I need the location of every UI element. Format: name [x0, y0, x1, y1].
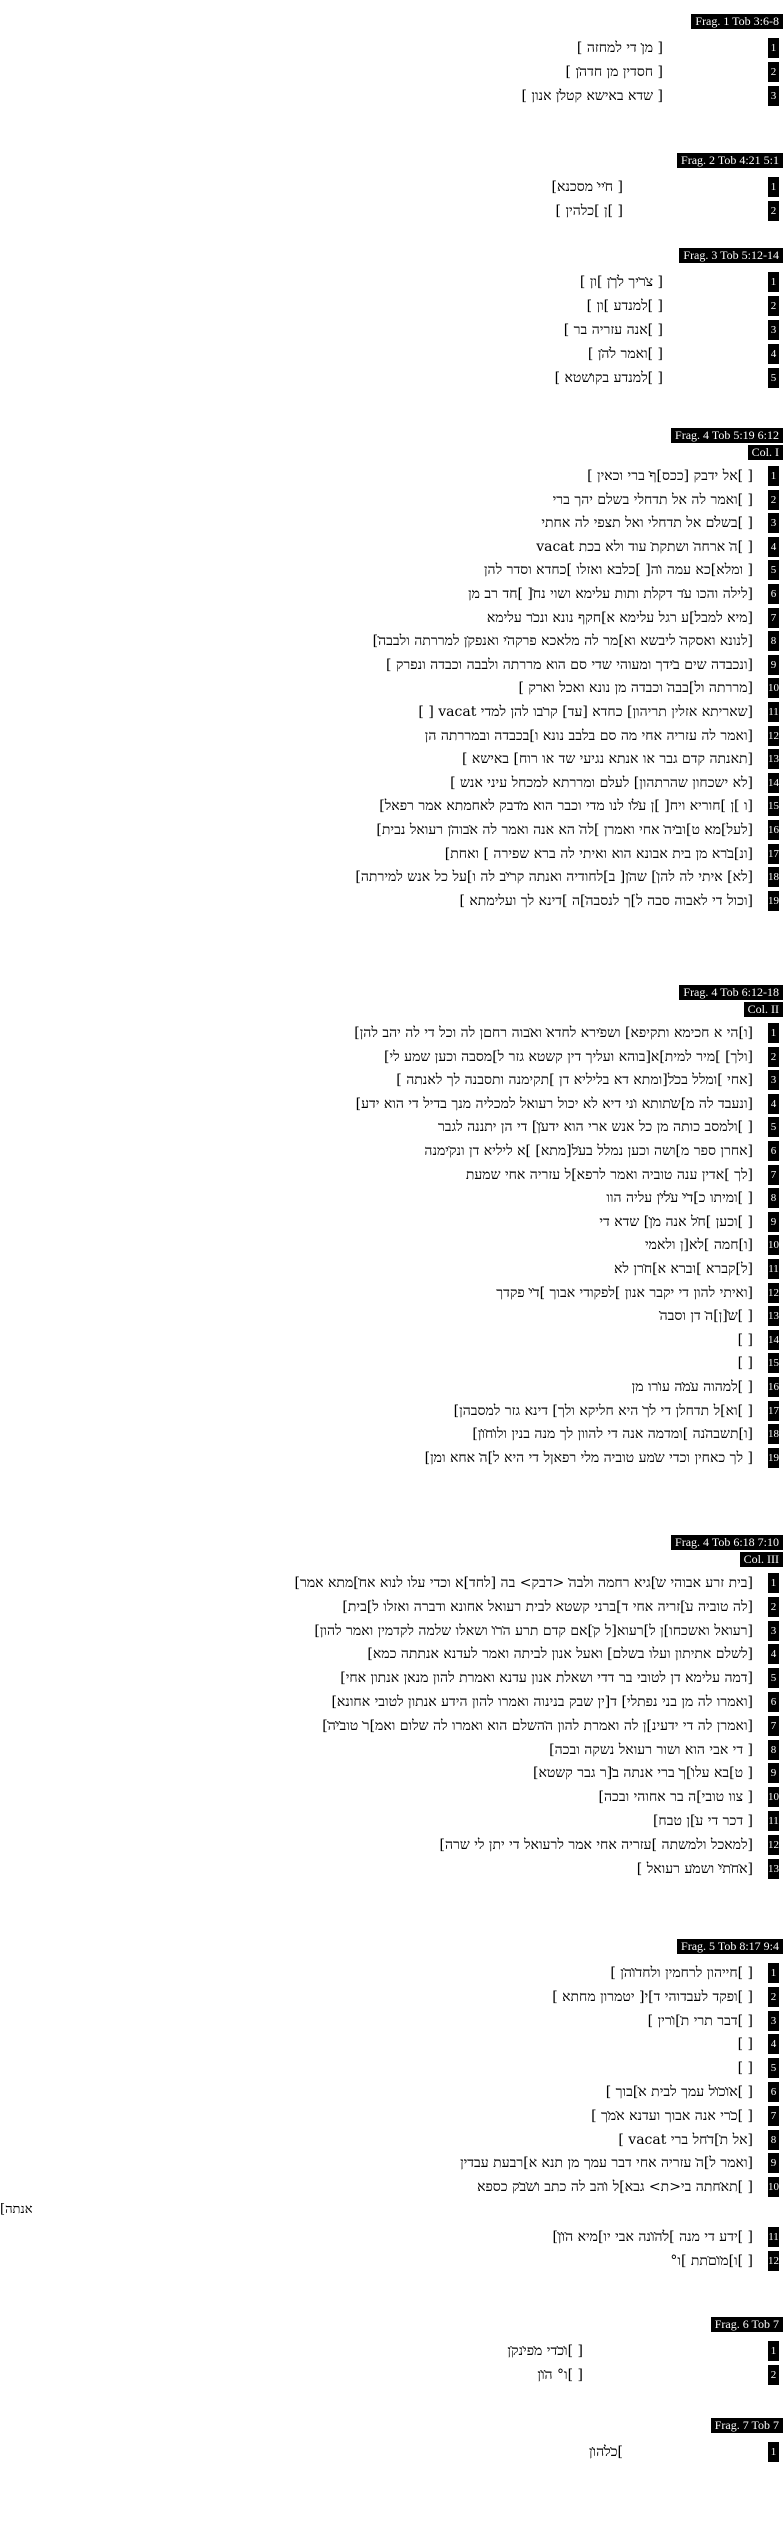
- text-line: [0, 1985, 783, 2009]
- text-line: [0, 2175, 783, 2199]
- text-line: [0, 1714, 783, 1738]
- line-text: [ ]: [737, 2036, 753, 2053]
- text-line: [0, 1186, 783, 1210]
- line-text: [ ]ו]מ̇ו̇ם̇תת ]ו°: [670, 2252, 753, 2269]
- line-text: [לך ]אדין ענה טוביה ואמר לרפא]ל עזריה אחי שמעת: [465, 1166, 753, 1183]
- line-number: 11: [768, 2227, 779, 2247]
- line-number: 2: [768, 296, 779, 316]
- line-text: [ואמר ל]ה̇ עזריה אחי דבר עמך מן תנא א]רבעת עבדין: [460, 2155, 753, 2172]
- text-line: [0, 700, 783, 724]
- line-text: [לא] איתי לה להן̇] שה̇ן[ ב]לחודיה ואנתה קר̇י̇ב לה ו]על כל אנש למירתה]: [355, 869, 753, 886]
- line-text: [בית זרע אבוהי ש̇]גיא רחמה ולבה̇ <דבק> בה [לחד]א וכדי עלו לנוא אח̇]מתא אמר]: [294, 1575, 753, 1591]
- line-number: 8: [768, 1188, 779, 1208]
- line-text: [לה טוביה ע̇]זריה אחי ד]ברני קשטא לבית רעואל אחונא ודברה ואזלו ל]בית]: [342, 1598, 753, 1615]
- text-line: [0, 1761, 783, 1785]
- text-line: [0, 1210, 783, 1234]
- line-number: 8: [768, 631, 779, 651]
- text-line: [0, 2225, 783, 2249]
- line-number: 3: [768, 320, 779, 340]
- line-text: [ די אבי הוא ושור רעואל נשקה ובכה]: [549, 1741, 753, 1758]
- text-line: [0, 1619, 783, 1643]
- line-number: 12: [768, 1835, 779, 1855]
- line-text: [ ]: [737, 2060, 753, 2077]
- text-line: [0, 818, 783, 842]
- line-text: [ דכר די ע̇]ן טבח]: [652, 1813, 753, 1829]
- line-number: 10: [768, 678, 779, 698]
- text-line: [0, 2009, 783, 2033]
- line-text: [ ומלא]כא עמה ו̇ה[ ]כלבא ואזלו ]כחדא וסדר להן: [483, 562, 753, 579]
- text-line: [0, 294, 783, 318]
- line-number: 10: [768, 1235, 779, 1255]
- text-line: [0, 270, 783, 294]
- line-number: 15: [768, 1353, 779, 1373]
- line-number: 19: [768, 891, 779, 911]
- text-line: [0, 606, 783, 630]
- line-text: [ואמר לה עזריה אחי מה סם בלבב נונא ו]בכבדה ובמררתה הן: [424, 727, 753, 744]
- text-line: [0, 1857, 783, 1881]
- text-line: [0, 1092, 783, 1116]
- line-number: 4: [768, 1644, 779, 1664]
- line-text: [ ]: [737, 1355, 753, 1372]
- text-line: [0, 1304, 783, 1328]
- text-line: [0, 1257, 783, 1281]
- line-number: 2: [768, 2365, 779, 2385]
- text-line: [0, 2128, 783, 2152]
- line-text: [ ]חייהון לרחמין ולחד̇ו̇ה̇ן ]: [610, 1965, 753, 1981]
- line-text: [דמה עלימא דן לטובי בר דדי ושאלת אנון עדנא ואמרת להון מנאן אנתון אחי]: [340, 1670, 753, 1687]
- text-line: [0, 175, 783, 199]
- text-line: [0, 653, 783, 677]
- line-text: [ ]כ̇רי אנה אבוך ועדנא א̇מ̇ך ]: [591, 2107, 753, 2124]
- line-text: [ואמרו לה מן בני נפתלי] ד[ין שבק בנינוה ואמרו להון הידע אנתון לטובי אחונא]: [331, 1694, 753, 1710]
- line-text: [ ]ו̇כ̇די מ̇פי̇נק̇ן: [507, 2343, 583, 2359]
- line-text: [לשלם אתיתון ועלו בשלם] ואעל אנון לביתה ואמר לעדנא אנתתה כמא]: [367, 1646, 753, 1663]
- line-text: [לילה והכו ע̇ד דקלת ותות עלימא ושוי נח̇[ ]חד רב מן: [468, 586, 753, 602]
- line-text: [שאריתא אזלין תריהון] כחדא [עד] קר̇בו להן למדי vacat [ ]: [418, 704, 753, 720]
- fragment-title: Frag. 4 Tob 5:19 6:12: [671, 428, 783, 443]
- text-line: [0, 84, 783, 108]
- text-line: [0, 2339, 783, 2363]
- text-line: [0, 794, 783, 818]
- text-line: [0, 1642, 783, 1666]
- line-text: [ מן̇ די למחזה ]: [576, 40, 663, 56]
- text-line: [0, 676, 783, 700]
- line-text: [ ]למהוה ע̇מ̇ה עו̇רו מן: [631, 1379, 753, 1395]
- fragment-title: Frag. 7 Tob 7: [711, 2418, 783, 2433]
- line-number: 7: [768, 1716, 779, 1736]
- line-number: 14: [768, 773, 779, 793]
- text-line: [0, 1139, 783, 1163]
- fragment-title: Frag. 5 Tob 8:17 9:4: [677, 1939, 783, 1954]
- line-number: 4: [768, 2034, 779, 2054]
- text-line: [0, 511, 783, 535]
- margin-note: אנתה]: [0, 2202, 33, 2217]
- line-text: [ ]ולמסב כותה מן כל אנש ארי הוא ידע̇ן̇] די הן יתננה לגבר: [437, 1119, 753, 1136]
- line-number: 18: [768, 1424, 779, 1444]
- fragment-title: Frag. 4 Tob 6:18 7:10: [671, 1535, 783, 1550]
- line-text: [ צ̇ר̇יך ל̇ך̇ן ]ון ]: [579, 274, 663, 290]
- line-number: 11: [768, 1259, 779, 1279]
- line-number: 8: [768, 2130, 779, 2150]
- line-text: [ ]ומיתו כ]ד̇י̇ ע̇ל̇י̇ן עליה הוו: [606, 1190, 753, 1207]
- text-line: [0, 1399, 783, 1423]
- line-number: 6: [768, 1692, 779, 1712]
- text-line: [0, 1446, 783, 1470]
- line-number: 12: [768, 2251, 779, 2271]
- line-text: [ ]: [737, 1331, 753, 1348]
- line-text: [מיא למבל]ע רגל עלימא א]חקף נונא ונכ̇ר עלימא: [486, 609, 753, 626]
- text-line: [0, 2151, 783, 2175]
- line-number: 9: [768, 2153, 779, 2173]
- text-line: [0, 535, 783, 559]
- line-number: 14: [768, 1330, 779, 1350]
- text-line: [0, 366, 783, 390]
- text-line: [0, 2363, 783, 2387]
- text-line: [0, 771, 783, 795]
- line-text: [ ]ן ]כלהין ]: [555, 203, 623, 219]
- line-number: 5: [768, 560, 779, 580]
- text-line: [0, 865, 783, 889]
- line-number: 16: [768, 820, 779, 840]
- line-text: [אחי ]ומלל בכ̇ל[ומתא דא בליליא דן ]תקימנה ותסבנה לך לאנתה ]: [396, 1072, 753, 1089]
- line-text: [ ]ו° ה̇ו̇ן: [537, 2367, 583, 2383]
- text-line: [0, 1833, 783, 1857]
- text-line: [0, 1233, 783, 1257]
- line-text: [לנונא ואסקה̇ ליבשא וא]מר לה מלאכא פרקה̇י ואנפק̇ן למררתה ולבבה̇]: [372, 633, 753, 650]
- fragment-title: Frag. 2 Tob 4:21 5:1: [677, 153, 783, 168]
- line-number: 18: [768, 867, 779, 887]
- line-number: 10: [768, 1787, 779, 1807]
- fragment-title: Frag. 4 Tob 6:12-18: [679, 985, 783, 1000]
- line-number: 3: [768, 1070, 779, 1090]
- line-number: 10: [768, 2177, 779, 2197]
- line-text: [ו]תשבה̇נה ]ומדמה אנה די להוון לך מנה בנין ולו̇ח̇ו̇ן]: [472, 1426, 753, 1443]
- line-text: ]כ̇ל̇הו̇ן: [588, 2444, 623, 2460]
- column-label: Col. III: [740, 1552, 783, 1567]
- line-number: 2: [768, 1047, 779, 1067]
- line-text: [ ט]בא עלו̇]ך̇ ברי אנתה ב̇[ר גבר קשטא]: [533, 1765, 753, 1782]
- line-number: 11: [768, 702, 779, 722]
- text-line: [0, 2104, 783, 2128]
- line-number: 3: [768, 513, 779, 533]
- line-number: 6: [768, 1141, 779, 1161]
- line-number: 4: [768, 537, 779, 557]
- text-line: [0, 1068, 783, 1092]
- line-number: 1: [768, 1023, 779, 1043]
- line-number: 2: [768, 490, 779, 510]
- line-number: 2: [768, 1987, 779, 2007]
- line-number: 17: [768, 1401, 779, 1421]
- line-text: [ חסדין מן חדה̇ן ]: [565, 64, 663, 80]
- line-text: [ואיתי להון די יקבר אנון ]לפקודי אבוך ]ד̇י̇ פקדך: [496, 1284, 753, 1301]
- line-number: 1: [768, 2341, 779, 2361]
- text-line: [0, 724, 783, 748]
- line-text: [ולך] ]מיר למית]א[בוהא ועליך דין קשטא גזר ל]מסבה וכען שמע לי]: [384, 1048, 753, 1065]
- text-line: [0, 1351, 783, 1375]
- line-text: [ ]ש̇[ן]ה̇ דן וסבה̇: [659, 1308, 753, 1325]
- line-number: 7: [768, 1165, 779, 1185]
- line-number: 9: [768, 1212, 779, 1232]
- text-line: [0, 199, 783, 223]
- line-text: [ ]דבר תרי ת̇]ו̇רין ]: [647, 2012, 753, 2029]
- line-number: 1: [768, 2442, 779, 2462]
- line-text: [ ]ידע די מנה ]ל̇ה̇ו̇נה אבי יו]מיא ה̇ו̇ן̇]: [552, 2229, 753, 2245]
- line-text: [ל]קברא ]וברא א]ח̇רן לא: [614, 1261, 753, 1277]
- line-text: [ ]ה̇ ארחה̇ ושתקת̇ עוד ולא בכת vacat: [536, 538, 753, 555]
- line-text: [לא ישכחון שהרתהון] לעלם ומררתא למכחל עיני אנש ]: [450, 774, 753, 791]
- line-text: [ ]א̇ו̇כ̇ו̇ל עמך לבית א̇]בוך ]: [605, 2084, 753, 2100]
- line-number: 12: [768, 1283, 779, 1303]
- line-number: 8: [768, 1740, 779, 1760]
- line-number: 1: [768, 177, 779, 197]
- line-text: [ ח̇יי̇ מסכנא]: [551, 179, 623, 195]
- line-number: 19: [768, 1448, 779, 1468]
- line-text: [למאכל ולמשתה ]עזריה אחי אמר לרעואל די יתן לי שרה]: [439, 1836, 753, 1853]
- line-text: [ו]חמה ]לא[ן ולאמי: [645, 1237, 753, 1254]
- line-text: [ו]הי א חכימא ותקיפא] ושפ̇ירא לחדא̇ וא̇בוה רחםן לה וכל די לה יהב להן]: [354, 1025, 753, 1041]
- line-text: [רעואל ואשכחו]ן ל]רעוא[ל ק̇]אם קדם תרע ה̇ר̇ו̇ ושאלו שלמה לקדמין ואמר להון]: [314, 1622, 753, 1639]
- line-text: [ ]אנה עזריה בר ]: [563, 322, 663, 338]
- line-number: 9: [768, 1763, 779, 1783]
- column-label: Col. I: [748, 445, 783, 460]
- line-text: [לעל]מא ט]וב̇יה̇ אחי ואמרן ]לה̇ הא אנה ואמר לה א̇בוה̇ן רעואל נבית]: [376, 822, 753, 838]
- text-line: [0, 464, 783, 488]
- line-number: 13: [768, 1859, 779, 1879]
- line-text: [ונכבדה שים ב̇ידך ומעוהי שדי סם הוא מררתה ולבבה וכבדה ונפרק ]: [385, 656, 753, 673]
- text-line: [0, 842, 783, 866]
- line-text: [מררתה ול]בבה̇ וכבדה מן נונא ואכל וארק ]: [518, 680, 753, 697]
- line-number: 15: [768, 796, 779, 816]
- line-number: 5: [768, 1117, 779, 1137]
- text-line: [0, 1666, 783, 1690]
- text-line: [0, 2249, 783, 2273]
- text-line: [0, 1375, 783, 1399]
- line-number: 9: [768, 655, 779, 675]
- text-line: [0, 488, 783, 512]
- line-number: 7: [768, 2106, 779, 2126]
- line-number: 4: [768, 1094, 779, 1114]
- line-text: [ונ]ב̇רא מן בית אבונא הוא ואיתי לה ברא שפירה ] ואחת]: [444, 845, 753, 862]
- line-number: 13: [768, 1306, 779, 1326]
- line-text: [וכול די לאבוה סבה ל]ך לנסבה̇]ה ]דינא לך ועלימתא ]: [459, 892, 753, 909]
- fragment-title: Frag. 6 Tob 7: [711, 2317, 783, 2332]
- line-number: 5: [768, 2058, 779, 2078]
- text-line: [0, 747, 783, 771]
- line-text: [ צוו טובי]ה בר אחוהי ובכה]: [598, 1789, 753, 1806]
- text-line: [0, 629, 783, 653]
- line-text: [ ]בשל̇ם אל תדחלי ואל תצפי לה אחתי: [541, 515, 753, 532]
- line-text: [ ]וא]ל תדחלן די ל̇ך̇ היא חליקא ולך] דינא גזר למסבהן]: [453, 1402, 753, 1419]
- line-number: 11: [768, 1811, 779, 1831]
- text-line: [0, 1571, 783, 1595]
- line-text: [ ]למנדע ]ון ]: [586, 298, 663, 314]
- line-number: 5: [768, 368, 779, 388]
- text-line: [0, 342, 783, 366]
- line-text: [ונעבד לה מ]ש̇תותא ו̇ני דיא לא יכול רעואל למכליה מנך בדיל די הוא ידע]: [355, 1095, 753, 1112]
- line-number: 4: [768, 344, 779, 364]
- text-line: [0, 558, 783, 582]
- line-number: 13: [768, 749, 779, 769]
- line-number: 2: [768, 1597, 779, 1617]
- line-number: 16: [768, 1377, 779, 1397]
- line-number: 1: [768, 38, 779, 58]
- text-line: [0, 1163, 783, 1187]
- line-text: [ואמרן לה די ידעינ]ן לה ואמרת להון ה̇השלם הוא ואמרו לה שלום ואמ]ר̇ טוב̇י̇ה̇]: [322, 1717, 753, 1734]
- line-text: [ו ]ן ]חוריא ויח[ ]ן ע̇ל̇ו לנו מדי וכבר הוא מ̇דבק לאחמתא אמר רפאל]: [379, 798, 753, 815]
- text-line: [0, 1021, 783, 1045]
- text-line: [0, 889, 783, 913]
- line-text: [ ]ופקד לעבדוהי ד]י[ יטמרון מחתא ]: [552, 1988, 753, 2005]
- text-line: [0, 1961, 783, 1985]
- text-line: [0, 2032, 783, 2056]
- line-text: [ ]תא̇חתה בי<ת> גבא]ל ו̇הב לה כתב ו̇ש̇ב̇ק כספא: [477, 2179, 753, 2196]
- line-number: 3: [768, 86, 779, 106]
- line-text: [אל ת̇]ד̇חל ברי vacat ]: [618, 2131, 753, 2148]
- column-label: Col. II: [744, 1002, 783, 1017]
- text-line: [0, 1690, 783, 1714]
- text-line: [0, 2440, 783, 2464]
- text-line: [0, 1115, 783, 1139]
- text-line: [0, 1422, 783, 1446]
- line-text: [ ]אל ידבק [ככס]ף̇ ברי וכאין ]: [587, 468, 753, 484]
- text-line: [0, 1595, 783, 1619]
- text-line: [0, 1809, 783, 1833]
- line-number: 3: [768, 1621, 779, 1641]
- line-text: [ לך כאחין וכדי ש̇מע טוביה מלי רפאןל די היא ל]ה̇ אחא ומן]: [424, 1449, 753, 1466]
- text-line: [0, 1328, 783, 1352]
- line-number: 2: [768, 62, 779, 82]
- line-number: 3: [768, 2011, 779, 2031]
- line-text: [ ]ואמר ל̇ה̇ן ]: [587, 346, 663, 362]
- line-number: 1: [768, 466, 779, 486]
- text-line: [0, 36, 783, 60]
- line-number: 17: [768, 844, 779, 864]
- line-number: 2: [768, 201, 779, 221]
- text-line: [0, 1281, 783, 1305]
- line-text: [ ]למנדע בקו̇שטא ]: [554, 370, 663, 386]
- fragment-title: Frag. 3 Tob 5:12-14: [679, 248, 783, 263]
- line-text: [תאנתה קדם גבר או אנתא נגיעי שד או רוח] באישא ]: [462, 751, 753, 768]
- text-line: [0, 2080, 783, 2104]
- line-text: [ ]וכען ]ח̇ל אנה מ̇ן̇] שדא די: [599, 1213, 753, 1230]
- text-line: [0, 1045, 783, 1069]
- line-number: 1: [768, 1573, 779, 1593]
- line-text: [ שדא באישא קטל̇ן אנון ]: [521, 88, 663, 104]
- text-line: [0, 582, 783, 606]
- line-number: 1: [768, 272, 779, 292]
- line-text: [אחרן ספר מ]ושה וכען נמלל בע̇ל[מתא] ]א ליליא דן ונק̇ימנה: [424, 1143, 753, 1159]
- line-number: 6: [768, 584, 779, 604]
- line-number: 6: [768, 2082, 779, 2102]
- line-text: [א̇ח̇ת̇י̇ ושמ̇ע רעואל ]: [636, 1860, 753, 1877]
- text-line: [0, 318, 783, 342]
- line-number: 7: [768, 608, 779, 628]
- text-line: [0, 1738, 783, 1762]
- fragment-title: Frag. 1 Tob 3:6-8: [691, 14, 783, 29]
- line-text: [ ]ואמר לה אל תדחלי בשלם יהך ברי: [552, 491, 753, 508]
- line-number: 1: [768, 1963, 779, 1983]
- line-number: 5: [768, 1668, 779, 1688]
- text-line: [0, 60, 783, 84]
- text-line: [0, 1785, 783, 1809]
- line-number: 12: [768, 726, 779, 746]
- text-line: [0, 2056, 783, 2080]
